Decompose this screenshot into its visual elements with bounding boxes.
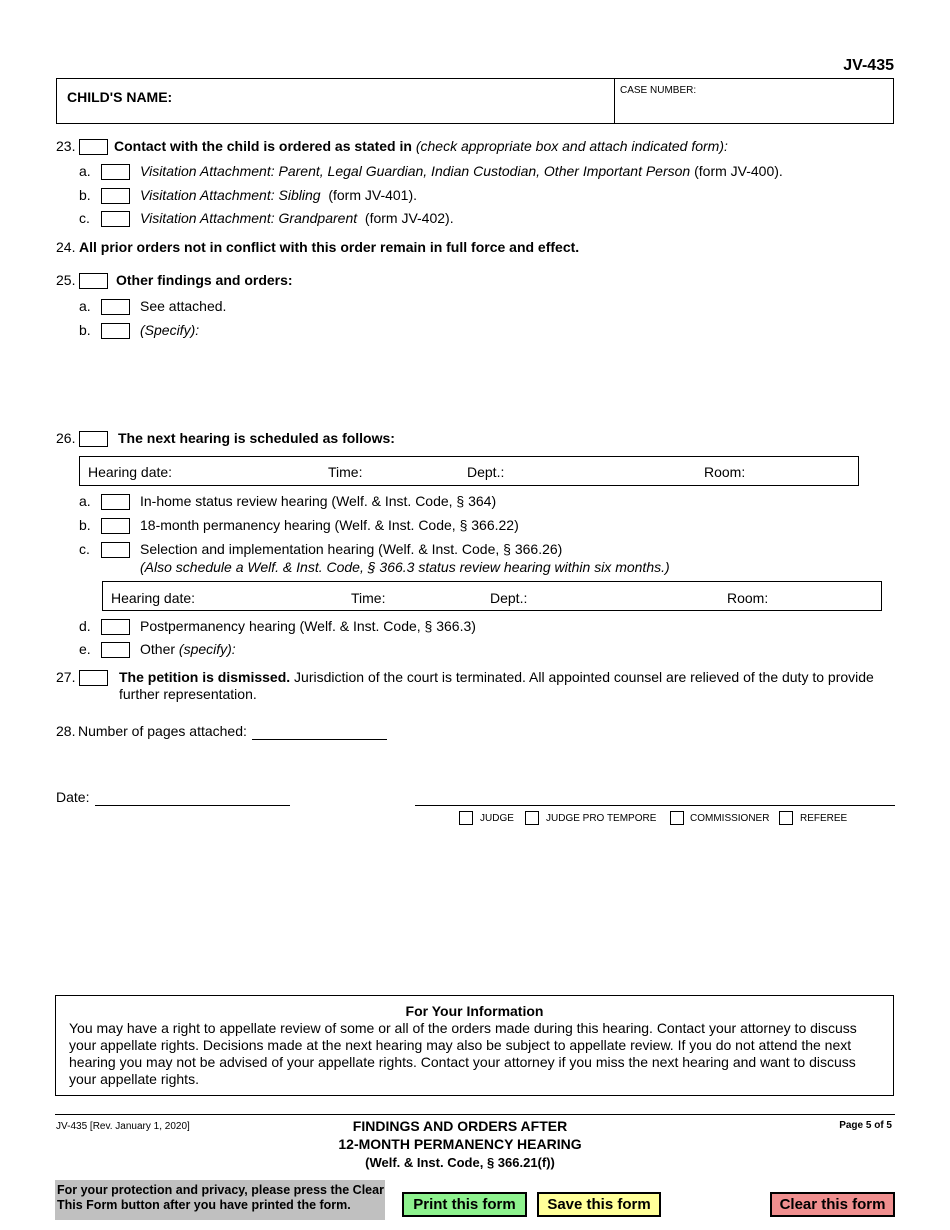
pages-attached-field[interactable] — [252, 721, 387, 739]
item-26a-text: In-home status review hearing (Welf. & Inst. Code, § 364) — [140, 493, 497, 509]
case-number-field[interactable] — [617, 97, 889, 121]
privacy-notice — [55, 1180, 385, 1220]
item-25-text: Other findings and orders: — [116, 272, 293, 288]
hearing-1-room-label: Room: — [704, 464, 746, 480]
item-24-number: 24. — [56, 239, 76, 255]
header-box — [56, 78, 894, 124]
item-27-bold: The petition is dismissed. — [119, 669, 291, 685]
hearing-row-1 — [79, 456, 859, 486]
item-26d-text: Postpermanency hearing (Welf. & Inst. Code, § 366.3) — [140, 618, 476, 634]
commissioner-label: COMMISSIONER — [690, 813, 770, 824]
date-field[interactable] — [95, 787, 290, 805]
item-26c-text: Selection and implementation hearing (Welf. & Inst. Code, § 366.26) — [140, 541, 563, 557]
footer-title-3: (Welf. & Inst. Code, § 366.21(f)) — [365, 1155, 555, 1170]
item-23c-title: Visitation Attachment: Grandparent — [140, 210, 358, 226]
item-25a-letter: a. — [79, 298, 91, 314]
item-26-text: The next hearing is scheduled as follows: — [118, 430, 395, 446]
item-25a-checkbox[interactable] — [101, 299, 130, 315]
child-name-field[interactable] — [187, 81, 607, 121]
item-23-number: 23. — [56, 138, 76, 154]
item-26e-specify: (specify): — [178, 641, 236, 657]
item-23b-text — [140, 187, 417, 204]
item-23c-checkbox[interactable] — [101, 211, 130, 227]
item-26a-letter: a. — [79, 493, 91, 509]
case-number-label: CASE NUMBER: — [620, 85, 697, 96]
item-23b-checkbox[interactable] — [101, 188, 130, 204]
info-line-4: your appellate rights. — [69, 1071, 199, 1087]
hearing-2-time-label: Time: — [351, 590, 386, 606]
form-id: JV-435 — [843, 57, 894, 74]
privacy-line-2: This Form button after you have printed the form. — [57, 1198, 351, 1212]
hearing-1-date-label: Hearing date: — [88, 464, 173, 480]
item-26d-letter: d. — [79, 618, 91, 634]
item-23c-text — [140, 210, 454, 227]
referee-checkbox[interactable] — [779, 811, 793, 825]
signature-field[interactable] — [415, 780, 895, 804]
child-name-label: CHILD'S NAME: — [67, 89, 173, 105]
item-26d-checkbox[interactable] — [101, 619, 130, 635]
page-number: Page 5 of 5 — [839, 1120, 892, 1131]
item-23c-form: (form JV-402). — [364, 210, 454, 226]
judge-pro-tempore-label: JUDGE PRO TEMPORE — [546, 813, 657, 824]
item-23-checkbox[interactable] — [79, 139, 108, 155]
item-26e-text — [140, 641, 236, 658]
item-26-checkbox[interactable] — [79, 431, 108, 447]
item-23b-title: Visitation Attachment: Sibling — [140, 187, 321, 203]
commissioner-checkbox[interactable] — [670, 811, 684, 825]
date-line — [95, 805, 290, 806]
item-25b-checkbox[interactable] — [101, 323, 130, 339]
item-26b-text: 18-month permanency hearing (Welf. & Inst. Code, § 366.22) — [140, 517, 519, 533]
item-23-lead-italic: (check appropriate box and attach indicated form): — [415, 138, 728, 154]
item-23b-letter: b. — [79, 187, 91, 203]
item-28-number: 28. — [56, 723, 76, 739]
date-label: Date: — [56, 789, 90, 805]
hearing-row-2 — [102, 581, 882, 611]
footer-rule — [55, 1114, 895, 1115]
judge-checkbox[interactable] — [459, 811, 473, 825]
judge-label: JUDGE — [480, 813, 514, 824]
item-25a-text: See attached. — [140, 298, 227, 314]
item-25b-specify-field[interactable] — [205, 320, 895, 420]
print-form-button[interactable]: Print this form — [402, 1192, 527, 1217]
item-27-checkbox[interactable] — [79, 670, 108, 686]
item-27-text-line2: further representation. — [119, 686, 257, 702]
info-line-2: your appellate rights. Decisions made at the next hearing may also be subject to appellate review. If you do not attend the next — [69, 1037, 852, 1053]
item-26-number: 26. — [56, 430, 76, 446]
signature-line — [415, 805, 895, 806]
item-26b-checkbox[interactable] — [101, 518, 130, 534]
item-23b-form: (form JV-401). — [328, 187, 418, 203]
clear-form-button[interactable]: Clear this form — [770, 1192, 895, 1217]
privacy-line-1: For your protection and privacy, please press the Clear — [57, 1183, 384, 1197]
item-25b-letter: b. — [79, 322, 91, 338]
hearing-1-dept-label: Dept.: — [467, 464, 505, 480]
item-25-number: 25. — [56, 272, 76, 288]
item-23a-form: (form JV-400). — [694, 163, 783, 179]
hearing-2-dept-label: Dept.: — [490, 590, 528, 606]
item-23a-checkbox[interactable] — [101, 164, 130, 180]
item-28-text: Number of pages attached: — [78, 723, 247, 739]
item-23a-letter: a. — [79, 163, 91, 179]
item-26e-checkbox[interactable] — [101, 642, 130, 658]
info-line-3: hearing you may not be advised of your appellate rights. Contact your attorney if you miss the next hearing and want to discuss — [69, 1054, 856, 1070]
item-23a-text — [140, 163, 783, 180]
save-form-button[interactable]: Save this form — [537, 1192, 661, 1217]
info-box — [55, 995, 894, 1096]
item-23a-title: Visitation Attachment: Parent, Legal Guardian, Indian Custodian, Other Important Person — [140, 163, 691, 179]
hearing-2-date-label: Hearing date: — [111, 590, 196, 606]
judge-pro-tempore-checkbox[interactable] — [525, 811, 539, 825]
item-27-body: Jurisdiction of the court is terminated. All appointed counsel are relieved of the duty to provide — [294, 669, 874, 685]
item-27-text — [119, 669, 874, 686]
item-23c-letter: c. — [79, 210, 90, 226]
hearing-1-time-label: Time: — [328, 464, 363, 480]
item-25-checkbox[interactable] — [79, 273, 108, 289]
item-26e-letter: e. — [79, 641, 91, 657]
info-line-1: You may have a right to appellate review of some or all of the orders made during this hearing. Contact your attorney to discuss — [69, 1020, 857, 1036]
item-23-lead: Contact with the child is ordered as stated in — [114, 138, 412, 154]
item-26c-letter: c. — [79, 541, 90, 557]
pages-attached-line — [252, 739, 387, 740]
referee-label: REFEREE — [800, 813, 848, 824]
item-26a-checkbox[interactable] — [101, 494, 130, 510]
item-24-text: All prior orders not in conflict with this order remain in full force and effect. — [79, 239, 580, 255]
item-23-text — [114, 138, 728, 155]
item-26e-label: Other — [140, 641, 176, 657]
footer-title-2: 12-MONTH PERMANENCY HEARING — [338, 1136, 582, 1152]
footer-title-1: FINDINGS AND ORDERS AFTER — [352, 1118, 568, 1134]
footer-rev: JV-435 [Rev. January 1, 2020] — [56, 1121, 190, 1132]
item-26c-note: (Also schedule a Welf. & Inst. Code, § 366.3 status review hearing within six months.) — [140, 559, 670, 575]
info-title: For Your Information — [405, 1003, 544, 1019]
hearing-2-room-label: Room: — [727, 590, 769, 606]
item-26b-letter: b. — [79, 517, 91, 533]
item-25b-text: (Specify): — [140, 322, 200, 338]
item-26c-checkbox[interactable] — [101, 542, 130, 558]
item-27-number: 27. — [56, 669, 76, 685]
